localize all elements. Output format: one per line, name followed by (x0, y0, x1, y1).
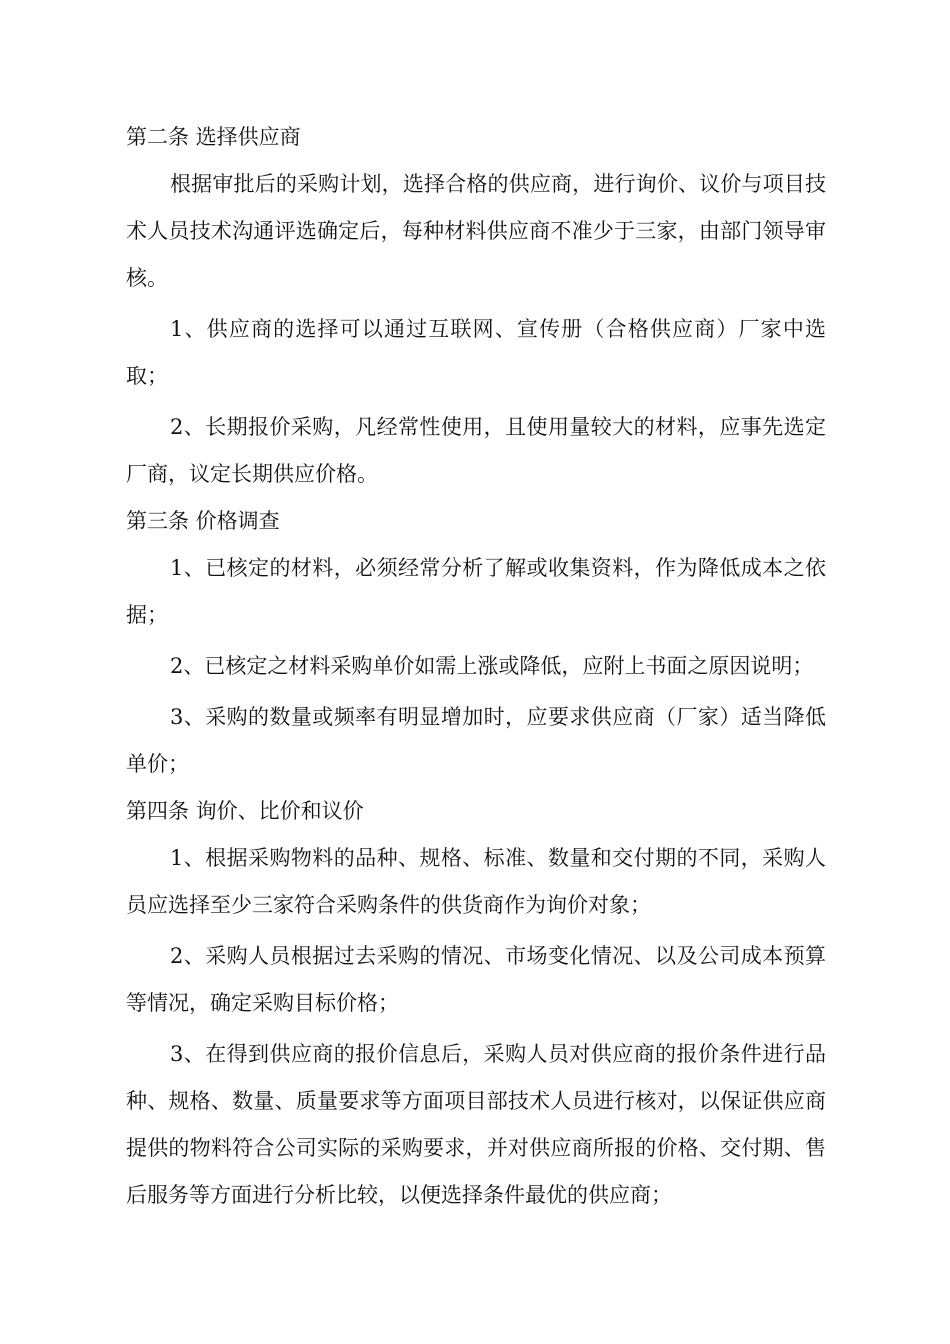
section-4-paragraph-1: 1、根据采购物料的品种、规格、标准、数量和交付期的不同，采购人员应选择至少三家符合采购条件的供货商作为询价对象； (126, 846, 826, 917)
section-3-heading: 第三条 价格调查 (126, 509, 280, 533)
section-2-heading: 第二条 选择供应商 (126, 125, 301, 149)
section-2-paragraph-1: 1、供应商的选择可以通过互联网、宣传册（合格供应商）厂家中选取； (126, 317, 826, 388)
section-2-paragraph-intro: 根据审批后的采购计划，选择合格的供应商，进行询价、议价与项目技术人员技术沟通评选确定后，每种材料供应商不准少于三家，由部门领导审核。 (126, 172, 826, 290)
section-3-paragraph-3: 3、采购的数量或频率有明显增加时，应要求供应商（厂家）适当降低单价； (126, 705, 826, 776)
section-2-paragraph-2: 2、长期报价采购，凡经常性使用，且使用量较大的材料，应事先选定厂商，议定长期供应价格。 (126, 415, 826, 486)
section-4-heading: 第四条 询价、比价和议价 (126, 799, 364, 823)
section-3-paragraph-1: 1、已核定的材料，必须经常分析了解或收集资料，作为降低成本之依据； (126, 556, 826, 627)
section-4-paragraph-2: 2、采购人员根据过去采购的情况、市场变化情况、以及公司成本预算等情况，确定采购目标价格； (126, 944, 826, 1015)
document-page (126, 114, 826, 1219)
section-3-paragraph-2: 2、已核定之材料采购单价如需上涨或降低，应附上书面之原因说明； (170, 654, 814, 678)
section-4-paragraph-3: 3、在得到供应商的报价信息后，采购人员对供应商的报价条件进行品种、规格、数量、质量要求等方面项目部技术人员进行核对，以保证供应商提供的物料符合公司实际的采购要求，并对供应商所报的价格、交付期、售后服务等方面进行分析比较，以便选择条件最优的供应商； (126, 1042, 826, 1207)
